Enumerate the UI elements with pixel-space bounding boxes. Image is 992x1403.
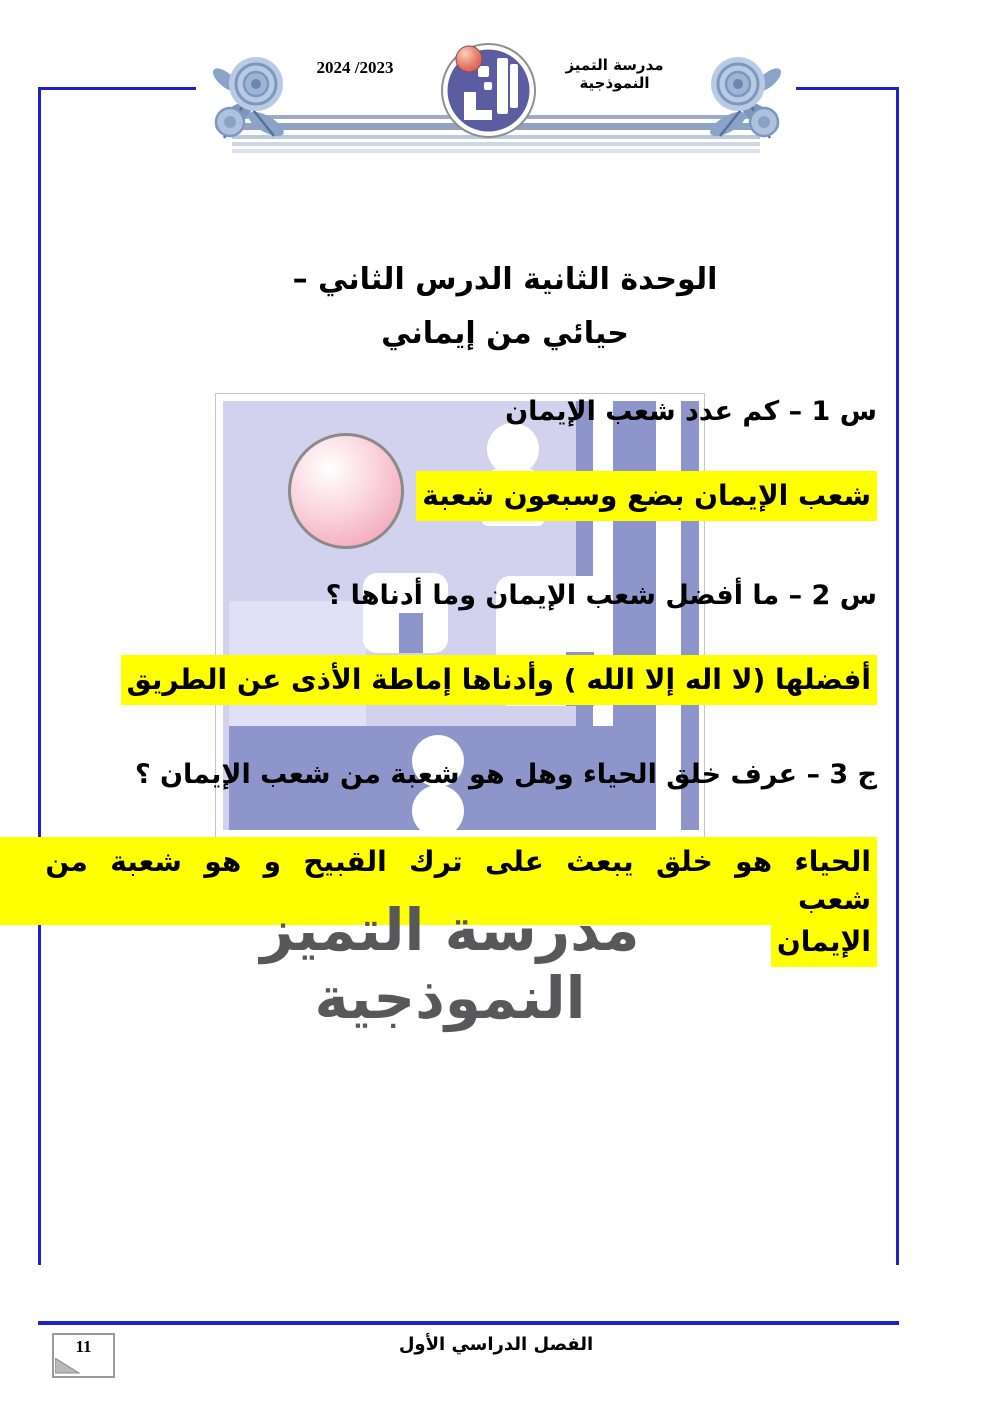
question-1: س 1 – كم عدد شعب الإيمان (505, 396, 877, 427)
answer-3-continuation (771, 917, 877, 967)
answer-2-highlight: أفضلها (لا اله إلا الله ) وأدناها إماطة الأذى عن الطريق (121, 655, 877, 705)
page-number: 11 (75, 1337, 92, 1356)
watermark-letter-mark (399, 613, 423, 653)
ribbon-stripe (232, 142, 760, 146)
question-2: س 2 – ما أفضل شعب الإيمان وما أدناها ؟ (325, 580, 877, 611)
watermark-pink-ball (288, 433, 404, 549)
watermark-circle (412, 785, 464, 837)
school-year: 2024 /2023 (316, 58, 394, 77)
school-name-header: مدرسة التميز النموذجية (565, 56, 664, 92)
semester-label: الفصل الدراسي الأول (398, 1334, 594, 1355)
page-fold-icon (55, 1358, 81, 1375)
lesson-title-line1: الوحدة الثانية الدرس الثاني – (292, 262, 718, 297)
answer-2 (121, 655, 877, 705)
rose-icon (694, 46, 790, 148)
answer-1-highlight: شعب الإيمان بضع وسبعون شعبة (416, 471, 877, 521)
answer-3-continuation-highlight: الإيمان (771, 917, 877, 967)
footer-divider (38, 1321, 899, 1325)
rose-icon (204, 46, 300, 148)
lesson-title-line2: حيائي من إيماني (381, 316, 629, 351)
ribbon-stripe (232, 149, 760, 153)
answer-3-highlight: الحياء هو خلق يبعث على ترك القبيح و هو شعبة من شعب (0, 837, 877, 925)
answer-1 (416, 471, 877, 521)
school-logo-icon (440, 42, 537, 139)
watermark-school-name: مدرسة التميز النموذجية (260, 896, 640, 1032)
question-3: ج 3 – عرف خلق الحياء وهل هو شعبة من شعب الإيمان ؟ (134, 759, 877, 790)
